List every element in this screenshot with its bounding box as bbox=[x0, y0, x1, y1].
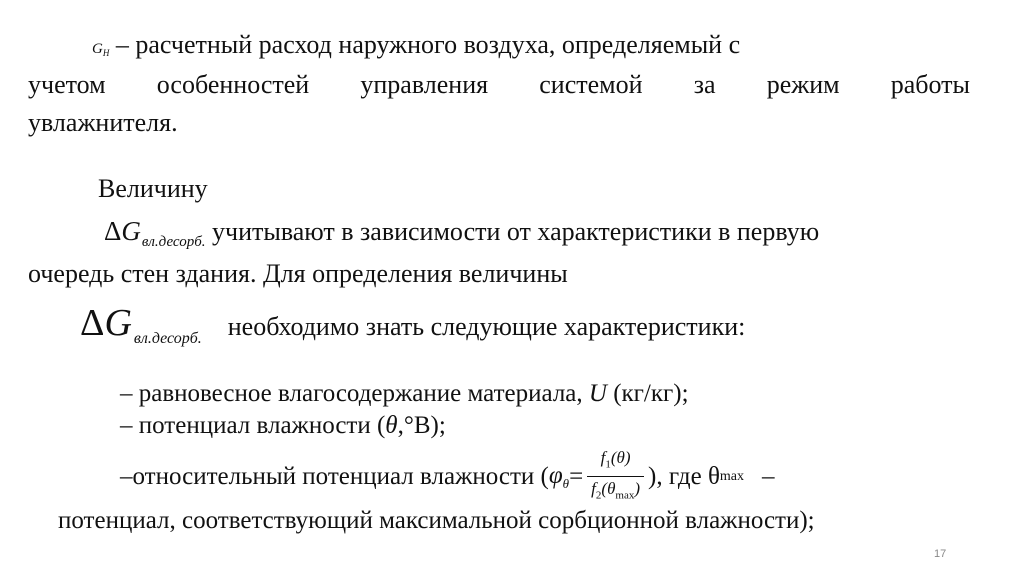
delta-g-symbol-large: ΔG $_{вл.десорб.}$ bbox=[80, 302, 202, 347]
list-item-moisture-potential: – потенциал влажности (θ,°В); bbox=[120, 412, 446, 439]
relative-potential-fraction: $\frac{f_1(\theta)}{f_2(\theta_{max})}$ bbox=[587, 446, 644, 508]
para2-line3: очередь стен здания. Для определения величины bbox=[28, 259, 568, 288]
list-item-relative-potential: –относительный потенциал влажности ( $\varphi_\theta$ = $\frac{f_1(\theta)}{f_2(\theta_{max})}$ ), где θ max – bbox=[120, 446, 775, 508]
list-item-moisture-content: – равновесное влагосодержание материала, U (кг/кг); bbox=[120, 380, 689, 407]
para2-word: Величину bbox=[98, 174, 208, 203]
delta-g-symbol: $\Delta G_{вл.десорб.}$ bbox=[104, 216, 206, 250]
para2-line2: $\Delta G_{вл.десорб.}$ учитывают в зависимости от характеристики в первую bbox=[104, 216, 820, 250]
phi-symbol: $\varphi_\theta$ bbox=[548, 461, 570, 491]
list-item-potential-max: потенциал, соответствующий максимальной сорбционной влажности); bbox=[58, 507, 815, 534]
para1-line1: GH – расчетный расход наружного воздуха, определяемый с bbox=[92, 30, 741, 59]
para1-line3: увлажнителя. bbox=[28, 108, 178, 137]
para2-line4: ΔG $_{вл.десорб.}$ необходимо знать следующие характеристики: bbox=[80, 302, 746, 347]
page-number: 17 bbox=[934, 548, 947, 560]
para1-line2: учетом особенностей управления системой за режим работы bbox=[28, 70, 970, 99]
gh-symbol: GH bbox=[92, 41, 110, 58]
